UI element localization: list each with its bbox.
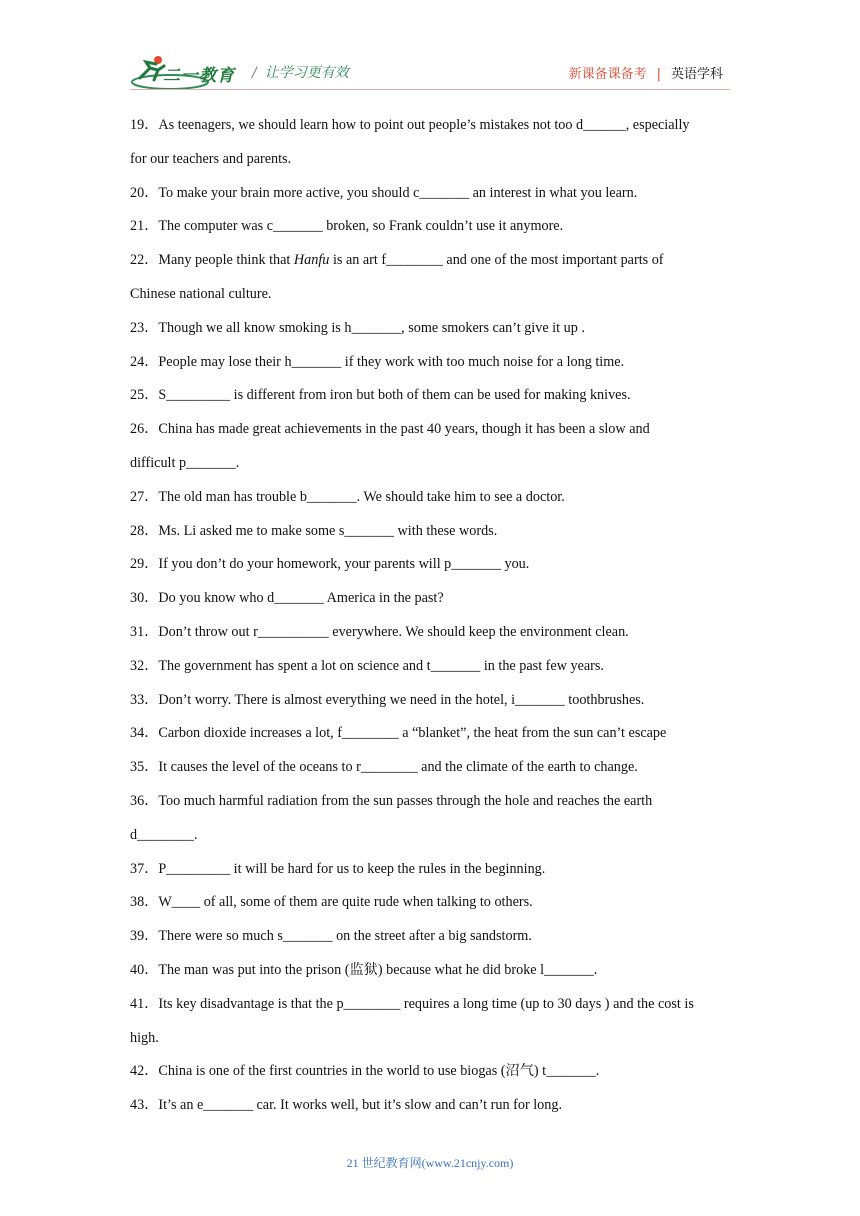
text-line: 38．W____ of all, some of them are quite rude when talking to others. <box>130 894 533 911</box>
text-line: 37．P_________ it will be hard for us to keep the rules in the beginning. <box>130 860 546 877</box>
text-line: 19．As teenagers, we should learn how to point out people’s mistakes not too d______, especially <box>130 117 690 133</box>
header-divider <box>130 89 730 90</box>
header-course-prep: 新课备课备考 <box>568 67 647 82</box>
text-line: 27．The old man has trouble b_______. We should take him to see a doctor. <box>130 488 565 505</box>
exercise-list <box>130 109 732 1123</box>
text-line: 30．Do you know who d_______ America in the past? <box>130 590 444 607</box>
text-line: 21．The computer was c_______ broken, so Frank couldn’t use it anymore. <box>130 218 564 235</box>
text-line: 41．Its key disadvantage is that the p________ requires a long time (up to 30 days ) and the cost is <box>130 995 694 1012</box>
text-line: high. <box>130 1029 159 1046</box>
page-footer: 21 世纪教育网(www.21cnjy.com) <box>346 1156 514 1170</box>
header-subject: 英语学科 <box>670 67 723 82</box>
text-line: 28．Ms. Li asked me to make some s_______ with these words. <box>130 522 498 539</box>
text-line: 36．Too much harmful radiation from the sun passes through the hole and reaches the earth <box>130 792 653 809</box>
text-line: 24．People may lose their h_______ if they work with too much noise for a long time. <box>130 353 625 370</box>
header-right: 新课备课备考 | 英语学科 <box>568 67 723 82</box>
text-line: 31．Don’t throw out r__________ everywhere. We should keep the environment clean. <box>130 623 629 640</box>
text-line: 34．Carbon dioxide increases a lot, f________ a “blanket”, the heat from the sun can’t escape <box>130 725 667 742</box>
header-slogan: / 让学习更有效 <box>252 65 349 81</box>
text-line: d________. <box>130 826 198 843</box>
text-line: difficult p_______. <box>130 454 240 471</box>
text-line: 33．Don’t worry. There is almost everything we need in the hotel, i_______ toothbrushes. <box>130 691 645 708</box>
text-line: for our teachers and parents. <box>130 150 292 167</box>
text-line: 43．It’s an e_______ car. It works well, but it’s slow and can’t run for long. <box>130 1097 562 1114</box>
page-header <box>0 0 860 100</box>
text-line: 23．Though we all know smoking is h_______, some smokers can’t give it up . <box>130 319 585 336</box>
text-line: 26．China has made great achievements in the past 40 years, though it has been a slow and <box>130 421 650 438</box>
text-line: 29．If you don’t do your homework, your parents will p_______ you. <box>130 556 530 573</box>
logo-text: 二一教育 <box>163 66 235 86</box>
text-line: 20．To make your brain more active, you should c_______ an interest in what you learn. <box>130 184 638 201</box>
text-line: 25．S_________ is different from iron but both of them can be used for making knives. <box>130 387 631 404</box>
text-line: 42．China is one of the first countries in the world to use biogas (沼气) t_______. <box>130 1063 600 1080</box>
slogan-text: 让学习更有效 <box>264 65 349 81</box>
text-line: 40．The man was put into the prison (监狱) because what he did broke l_______. <box>130 961 598 978</box>
text-line: 39．There were so much s_______ on the street after a big sandstorm. <box>130 928 532 945</box>
text-line: Chinese national culture. <box>130 285 272 302</box>
text-line: 32．The government has spent a lot on science and t_______ in the past few years. <box>130 657 604 674</box>
text-line: 35．It causes the level of the oceans to r________ and the climate of the earth to change. <box>130 759 638 776</box>
text-line: 22．Many people think that Hanfu is an art f________ and one of the most important parts of <box>130 252 664 269</box>
